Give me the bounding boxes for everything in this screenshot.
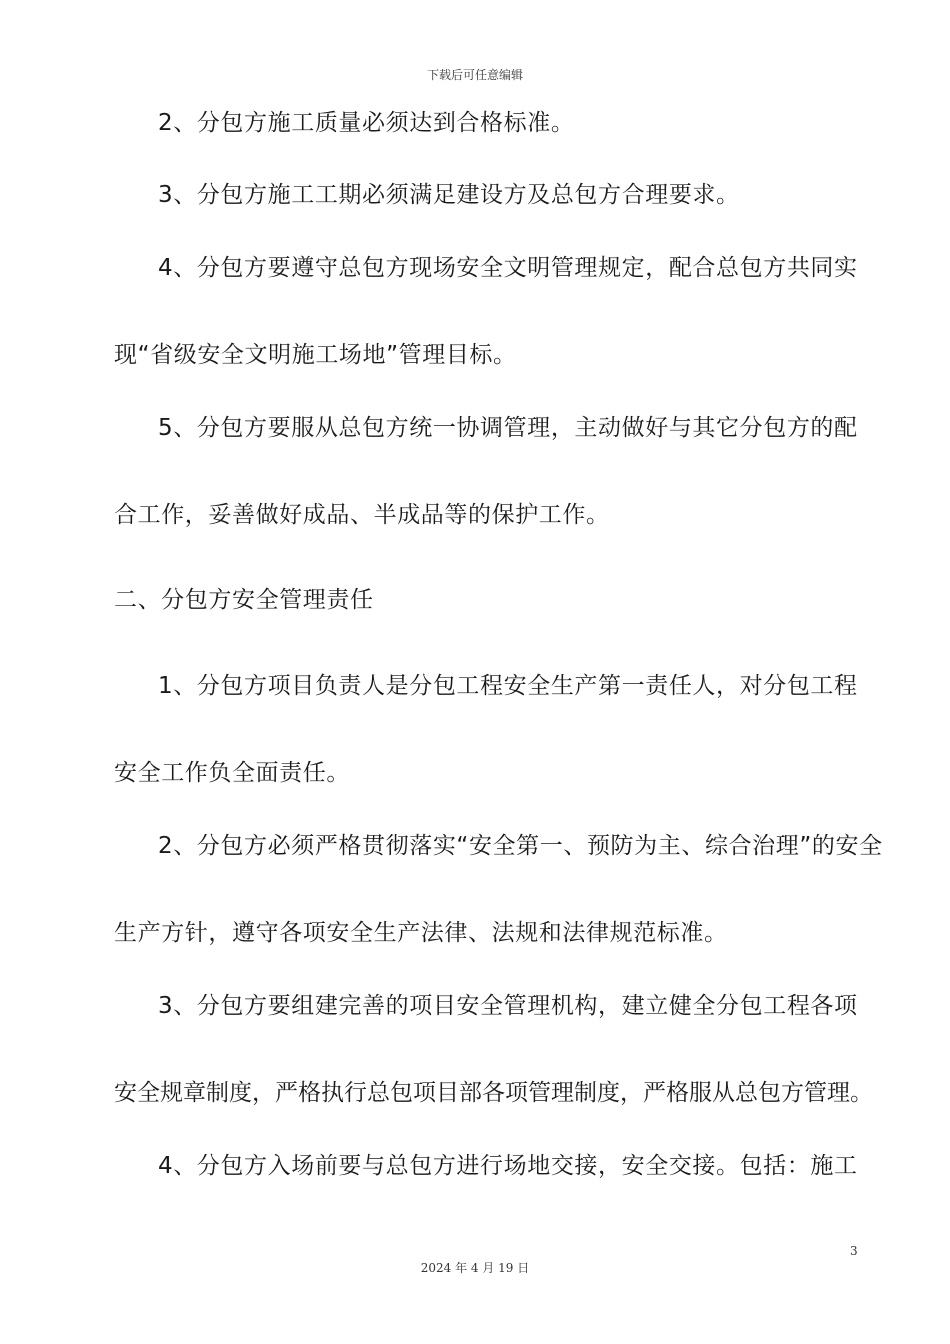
- paragraph-line: 安全工作负全面责任。: [114, 760, 350, 786]
- paragraph-line: 4、分包方要遵守总包方现场安全文明管理规定，配合总包方共同实: [158, 255, 858, 281]
- paragraph-line: 2、分包方施工质量必须达到合格标准。: [158, 110, 575, 136]
- header-note: 下载后可任意编辑: [426, 68, 523, 82]
- paragraph-line: 1、分包方项目负责人是分包工程安全生产第一责任人，对分包工程: [158, 673, 858, 699]
- section-heading: 二、分包方安全管理责任: [114, 587, 374, 613]
- paragraph-line: 安全规章制度，严格执行总包项目部各项管理制度，严格服从总包方管理。: [114, 1080, 873, 1106]
- paragraph-line: 现“省级安全文明施工场地”管理目标。: [114, 342, 517, 368]
- paragraph-line: 2、分包方必须严格贯彻落实“安全第一、预防为主、综合治理”的安全: [158, 833, 883, 859]
- paragraph-line: 3、分包方要组建完善的项目安全管理机构，建立健全分包工程各项: [158, 993, 858, 1019]
- paragraph-line: 生产方针，遵守各项安全生产法律、法规和法律规范标准。: [114, 920, 728, 946]
- page-number: 3: [850, 1244, 858, 1258]
- paragraph-line: 5、分包方要服从总包方统一协调管理，主动做好与其它分包方的配: [158, 415, 858, 441]
- footer-date: 2024 年 4 月 19 日: [420, 1261, 530, 1275]
- paragraph-line: 4、分包方入场前要与总包方进行场地交接，安全交接。包括：施工: [158, 1153, 858, 1179]
- paragraph-line: 合工作，妥善做好成品、半成品等的保护工作。: [114, 502, 610, 528]
- paragraph-line: 3、分包方施工工期必须满足建设方及总包方合理要求。: [158, 182, 740, 208]
